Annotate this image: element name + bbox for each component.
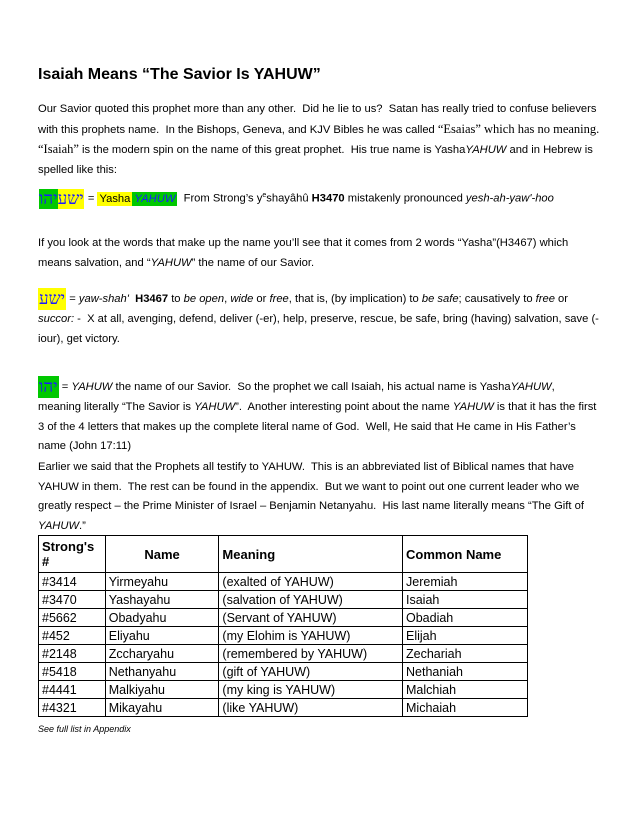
intro-paragraph — [38, 100, 604, 180]
cell-meaning: (Servant of YAHUW) — [219, 609, 403, 627]
footnote: See full list in Appendix — [38, 724, 131, 734]
header-strongs: Strong's # — [39, 536, 106, 573]
cell-meaning: (exalted of YAHUW) — [219, 573, 403, 591]
hebrew-yahuw: יהו — [39, 377, 58, 397]
cell-meaning: (my Elohim is YAHUW) — [219, 627, 403, 645]
yahuw-term-2: YAHUW — [510, 380, 552, 393]
prophets-yahuw: YAHUW — [38, 519, 80, 532]
cell-name: Yashayahu — [105, 591, 219, 609]
names-table — [38, 535, 528, 717]
cell-strongs: #5418 — [39, 663, 106, 681]
def-wide: wide — [230, 292, 254, 305]
cell-common-name: Michaiah — [403, 699, 528, 717]
yahuw-text-a: the name of our Savior. So the prophet we call Isaiah, his actual name is Yasha — [112, 380, 511, 393]
intro-text-c: is the modern spin on the name of this great prophet. His true name is Yasha — [78, 144, 466, 156]
def-text-b: ; causatively to — [458, 292, 536, 305]
cell-name: Nethanyahu — [105, 663, 219, 681]
strongs-superscript: e — [262, 192, 267, 199]
yasha-code: H3467 — [135, 292, 169, 305]
table-row — [39, 663, 528, 681]
cell-meaning: (salvation of YAHUW) — [219, 591, 403, 609]
cell-common-name: Malchiah — [403, 681, 528, 699]
yasha-chip: Yasha — [99, 192, 131, 205]
strongs-translit: shayâhû — [266, 192, 312, 205]
page-title: Isaiah Means “The Savior Is YAHUW” — [38, 66, 321, 83]
intro-yahuw: YAHUW — [465, 144, 507, 156]
yahuw-chip: YAHUW — [134, 192, 176, 205]
def-rest: - X at all, avenging, defend, deliver (-er), help, preserve, rescue, be safe, bring (having) salvation, save (-iour), get victory. — [38, 313, 599, 345]
hebrew-yeshayahu: יהוישע — [39, 188, 84, 209]
cell-common-name: Isaiah — [403, 591, 528, 609]
origin-text-a: If you look at the words that make up the name you’ll see that it comes from 2 words “Yasha”(H3467) which means salvation, and “ — [38, 237, 572, 269]
cell-meaning: (remembered by YAHUW) — [219, 645, 403, 663]
mistake-text: mistakenly pronounced — [344, 192, 466, 205]
intro-text-e: and in Hebrew is spelled like this: — [38, 144, 596, 176]
cell-name: Zccharyahu — [105, 645, 219, 663]
prophets-text-a: Earlier we said that the Prophets all testify to YAHUW. This is an abbreviated list of Biblical names that have YAHUW in them. The rest can be found in the appendix. But we want to point out one current leader who we greatly respect – the Prime Minister of Israel – Benjamin Netanyahu. His last name literally means “The Gift of — [38, 461, 588, 512]
hebrew-name-line — [38, 186, 604, 210]
table-row — [39, 699, 528, 717]
table-row — [39, 591, 528, 609]
table-body — [39, 573, 528, 717]
header-common-name: Common Name — [403, 536, 528, 573]
pronunciation: yesh-ah-yaw'-hoo — [465, 192, 554, 205]
intro-text-esaias: “Esaias” which has no meaning. “Isaiah” — [38, 121, 606, 156]
strongs-code: H3470 — [311, 192, 345, 205]
prophets-paragraph — [38, 458, 604, 536]
cell-common-name: Obadiah — [403, 609, 528, 627]
yahuw-term: YAHUW — [71, 380, 113, 393]
def-free: free — [269, 292, 289, 305]
cell-name: Obadyahu — [105, 609, 219, 627]
strongs-prefix: From Strong’s y — [177, 192, 263, 205]
table-row — [39, 609, 528, 627]
table-row — [39, 627, 528, 645]
yahuw-text-h: is that it has the first 3 of the 4 letters that makes up the complete literal name of God. Well, He said that He came in His Father’s name (John 17:11) — [38, 401, 600, 452]
yahuw-text-f: ”. Another interesting point about the name — [235, 401, 453, 413]
cell-common-name: Jeremiah — [403, 573, 528, 591]
equals-sign: = — [84, 192, 98, 205]
cell-meaning: (like YAHUW) — [219, 699, 403, 717]
origin-text-c: ” the name of our Savior. — [191, 256, 315, 269]
cell-strongs: #5662 — [39, 609, 106, 627]
prophets-text-c: .” — [79, 519, 86, 532]
yahuw-text-c: , — [551, 380, 555, 393]
equals-sign: = — [66, 292, 79, 305]
cell-strongs: #3470 — [39, 591, 106, 609]
cell-strongs: #3414 — [39, 573, 106, 591]
yasha-pronunciation: yaw-shah' — [78, 292, 129, 305]
intro-text-a: Our Savior quoted this prophet more than any other. Did he lie to us? Satan has really tried to confuse believers with this prophets name. In the Bishops, Geneva, and KJV Bibles he was called — [38, 103, 600, 136]
cell-strongs: #2148 — [39, 645, 106, 663]
cell-strongs: #452 — [39, 627, 106, 645]
origin-paragraph — [38, 234, 604, 273]
cell-name: Malkiyahu — [105, 681, 219, 699]
yahuw-text-d: meaning literally “The Savior is — [38, 401, 195, 413]
origin-yahuw: YAHUW — [150, 256, 192, 269]
def-comma: , — [224, 292, 231, 305]
def-or-2: or — [554, 292, 572, 305]
hebrew-yasha: ישע — [39, 289, 66, 309]
table-header-row — [39, 536, 528, 573]
cell-strongs: #4441 — [39, 681, 106, 699]
header-meaning: Meaning — [219, 536, 403, 573]
def-to: to — [168, 292, 184, 305]
yahuw-term-3: YAHUW — [194, 401, 236, 413]
def-be-open: be open — [183, 292, 225, 305]
cell-name: Yirmeyahu — [105, 573, 219, 591]
cell-name: Mikayahu — [105, 699, 219, 717]
def-be-safe: be safe — [421, 292, 459, 305]
cell-strongs: #4321 — [39, 699, 106, 717]
def-free-2: free — [535, 292, 555, 305]
table-row — [39, 573, 528, 591]
cell-name: Eliyahu — [105, 627, 219, 645]
def-succor: succor: — [38, 313, 75, 325]
cell-common-name: Elijah — [403, 627, 528, 645]
yahuw-term-4: YAHUW — [452, 401, 494, 413]
def-or: or — [253, 292, 270, 305]
yasha-definition — [38, 288, 604, 349]
header-name: Name — [105, 536, 219, 573]
yahuw-definition — [38, 376, 604, 457]
cell-common-name: Nethaniah — [403, 663, 528, 681]
cell-meaning: (my king is YAHUW) — [219, 681, 403, 699]
equals-sign: = — [58, 380, 72, 393]
cell-meaning: (gift of YAHUW) — [219, 663, 403, 681]
table-row — [39, 681, 528, 699]
table-row — [39, 645, 528, 663]
cell-common-name: Zechariah — [403, 645, 528, 663]
def-text-a: , that is, (by implication) to — [288, 292, 422, 305]
